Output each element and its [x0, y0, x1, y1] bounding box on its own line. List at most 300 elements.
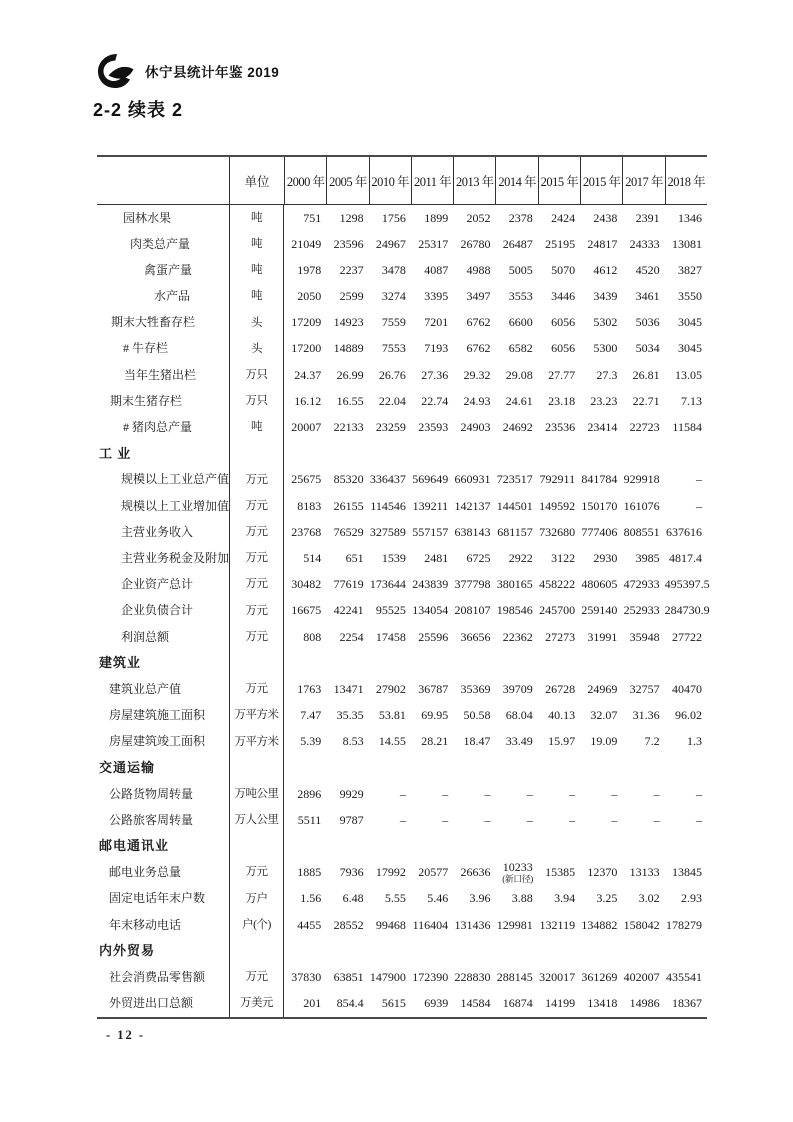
value-cell: –: [399, 812, 406, 827]
row-label: 规模以上工业总产值: [121, 472, 230, 487]
row-unit: 万元: [229, 493, 284, 519]
brand-bar: [95, 52, 279, 90]
value-cell: 792911: [539, 472, 576, 487]
table-row: [97, 676, 707, 702]
value-cell: 150170: [581, 498, 618, 513]
value-cell: 96.02: [674, 708, 702, 723]
value-cell: 23259: [375, 420, 406, 434]
value-cell: 5.39: [300, 734, 322, 749]
value-cell: 514: [303, 550, 322, 565]
table-row: [97, 467, 707, 493]
value-cell: 32.07: [590, 708, 618, 723]
value-cell: 3439: [593, 289, 618, 304]
value-cell: 23768: [291, 524, 322, 539]
value-cell: 1978: [297, 262, 322, 277]
value-cell: –: [484, 812, 491, 827]
value-cell: 8183: [297, 498, 322, 513]
value-cell: 808: [303, 629, 322, 644]
value-cell: 435541: [665, 969, 702, 984]
value-cell: 26780: [460, 236, 491, 251]
value-cell: 24.37: [294, 367, 322, 382]
row-unit: 万户: [229, 886, 284, 912]
row-label: 房屋建筑施工面积: [109, 708, 206, 723]
value-cell: 17992: [375, 865, 406, 880]
value-cell: 854.4: [336, 996, 364, 1011]
table-row: [97, 598, 710, 624]
value-cell: 22723: [629, 420, 660, 434]
value-cell: 651: [345, 550, 364, 565]
value-cell: 243839: [412, 577, 449, 592]
value-cell: 3.88: [511, 891, 533, 906]
value-cell: 20577: [418, 865, 449, 880]
value-cell: 929918: [623, 472, 660, 487]
table-row: [97, 964, 707, 990]
value-cell: 2599: [339, 289, 364, 304]
value-cell: 24967: [375, 236, 406, 251]
value-cell: 6939: [424, 996, 449, 1011]
value-cell: 23593: [418, 420, 449, 434]
unit-header: 单位: [229, 157, 284, 204]
value-cell: 13133: [629, 865, 660, 880]
row-unit: 万元: [229, 676, 284, 702]
value-cell: 29.32: [463, 367, 491, 382]
value-cell: 6056: [551, 341, 576, 356]
value-cell: –: [569, 786, 576, 801]
row-label: 社会消费品零售额: [109, 969, 206, 984]
row-unit: 吨: [229, 205, 284, 231]
value-cell: 16675: [291, 603, 322, 618]
value-cell: 2896: [297, 786, 322, 801]
value-cell: 29.08: [505, 367, 533, 382]
value-cell: 95525: [375, 603, 406, 618]
value-cell: 208107: [454, 603, 491, 618]
value-cell: 3395: [424, 289, 449, 304]
value-cell: 68.04: [505, 708, 533, 723]
row-unit: 吨: [229, 284, 284, 310]
value-cell: 13471: [333, 681, 364, 696]
value-cell: 3274: [381, 289, 406, 304]
value-cell: 25317: [418, 236, 449, 251]
value-cell: 7559: [381, 315, 406, 330]
value-cell: –: [484, 786, 491, 801]
row-unit: 吨: [229, 231, 284, 257]
year-header-9: 2018 年: [665, 157, 707, 204]
value-cell: 116404: [412, 917, 449, 932]
value-cell: 2424: [551, 210, 576, 225]
value-cell: 17200: [291, 341, 322, 356]
value-cell: 15.97: [548, 734, 576, 749]
section-row: [97, 650, 707, 676]
value-cell: 7936: [339, 865, 364, 880]
value-cell: 5300: [593, 341, 618, 356]
section-label: 交通运输: [99, 759, 156, 775]
value-cell: 4520: [635, 262, 660, 277]
value-cell: 5034: [635, 341, 660, 356]
value-cell: 26728: [545, 681, 576, 696]
value-cell: –: [526, 786, 533, 801]
row-unit: 万元: [229, 624, 284, 650]
value-cell: 2391: [635, 210, 660, 225]
value-cell: –: [611, 812, 618, 827]
value-cell: 2481: [424, 550, 449, 565]
value-cell: 841784: [581, 472, 618, 487]
value-cell: 259140: [581, 603, 618, 618]
value-cell: 6056: [551, 315, 576, 330]
table-row: [97, 493, 707, 519]
value-cell: 5070: [551, 262, 576, 277]
value-cell: 361269: [581, 969, 618, 984]
value-cell: 7201: [424, 315, 449, 330]
value-cell: 5302: [593, 315, 618, 330]
value-cell: 39709: [502, 681, 533, 696]
table-row: [97, 415, 707, 441]
value-cell: 2378: [508, 210, 533, 225]
row-label: 利润总额: [121, 629, 170, 644]
table-row: [97, 257, 707, 283]
table-row: [97, 729, 707, 755]
row-label: 园林水果: [123, 210, 172, 225]
value-cell: 13418: [587, 996, 618, 1011]
value-cell: 132119: [539, 917, 576, 932]
value-cell: 22133: [333, 420, 364, 434]
section-row: [97, 755, 707, 781]
value-cell: 16874: [502, 996, 533, 1011]
value-cell: 4817.4: [668, 550, 702, 565]
value-cell: 16.12: [294, 393, 322, 408]
table-row: [97, 388, 707, 414]
value-cell: 5.46: [427, 891, 449, 906]
yearbook-logo-icon: [95, 52, 135, 90]
section-label: 邮电通讯业: [99, 838, 170, 854]
value-cell: –: [399, 786, 406, 801]
value-cell: 26155: [333, 498, 364, 513]
section-row: [97, 938, 707, 964]
year-header-0: 2000 年: [284, 157, 326, 204]
value-cell: –: [611, 786, 618, 801]
value-cell: 3045: [677, 315, 702, 330]
year-header-3: 2011 年: [411, 157, 453, 204]
table-row: [97, 572, 710, 598]
value-cell: 1346: [677, 210, 702, 225]
value-cell: 4087: [424, 262, 449, 277]
value-cell: 6582: [508, 341, 533, 356]
value-cell: 3550: [677, 289, 702, 304]
value-cell: 327589: [369, 524, 406, 539]
value-cell: 3478: [381, 262, 406, 277]
value-cell: –: [695, 472, 702, 487]
row-label: 邮电业务总量: [109, 865, 182, 880]
value-cell: 31991: [587, 629, 618, 644]
value-cell: 336437: [369, 472, 406, 487]
table-row: [97, 624, 707, 650]
table-header-row: [97, 155, 707, 205]
section-label: 工 业: [99, 445, 132, 461]
row-unit: 万平方米: [229, 729, 284, 755]
row-label: 当年生猪出栏: [124, 367, 197, 382]
value-cell: 18.47: [463, 734, 491, 749]
value-cell: 24.61: [505, 393, 533, 408]
table-row: [97, 703, 707, 729]
section-row: [97, 441, 707, 467]
value-cell: 14923: [333, 315, 364, 330]
value-cell: 6725: [466, 550, 491, 565]
value-cell: 22.04: [378, 393, 406, 408]
value-cell: 6.48: [342, 891, 364, 906]
row-label: 期末大牲畜存栏: [111, 315, 196, 330]
table-row: [97, 781, 707, 807]
value-cell: 23.23: [590, 393, 618, 408]
value-cell: 14199: [545, 996, 576, 1011]
value-cell: 5615: [381, 996, 406, 1011]
value-cell: 472933: [623, 577, 660, 592]
row-unit: 万吨公里: [229, 781, 284, 807]
row-label: 企业资产总计: [121, 577, 194, 592]
value-cell: 6762: [466, 315, 491, 330]
value-cell: 3553: [508, 289, 533, 304]
value-cell: 3.25: [596, 891, 618, 906]
value-cell: 377798: [454, 577, 491, 592]
value-cell: 2050: [297, 289, 322, 304]
value-cell: 402007: [623, 969, 660, 984]
value-cell: 15385: [545, 865, 576, 880]
value-cell: –: [653, 812, 660, 827]
value-cell: 144501: [496, 498, 533, 513]
value-cell: 660931: [454, 472, 491, 487]
value-cell: 24903: [460, 420, 491, 434]
value-cell: 24.93: [463, 393, 491, 408]
row-label: 肉类总产量: [130, 236, 191, 251]
value-cell: 17458: [375, 629, 406, 644]
table-row: [97, 860, 707, 886]
row-unit: 万只: [229, 362, 284, 388]
value-cell: 22362: [502, 629, 533, 644]
table-body: [97, 205, 710, 1019]
value-cell: 26.99: [336, 367, 364, 382]
value-cell: –: [695, 786, 702, 801]
value-cell: 28552: [333, 917, 364, 932]
section-row: [97, 834, 707, 860]
value-cell: –: [442, 812, 449, 827]
row-unit: 头: [229, 310, 284, 336]
row-unit: 万元: [229, 545, 284, 571]
table-row: [97, 336, 707, 362]
value-cell: 751: [303, 210, 322, 225]
value-cell: 3446: [551, 289, 576, 304]
value-cell: 13.05: [674, 367, 702, 382]
value-cell: 288145: [496, 969, 533, 984]
value-cell: 173644: [369, 577, 406, 592]
row-label: 主营业务收入: [121, 524, 194, 539]
row-label: 主营业务税金及附加: [121, 550, 230, 565]
value-cell: 2438: [593, 210, 618, 225]
value-cell: 320017: [539, 969, 576, 984]
table-row: [97, 991, 707, 1017]
year-header-2: 2010 年: [369, 157, 411, 204]
value-cell: 36787: [418, 681, 449, 696]
value-cell: 14584: [460, 996, 491, 1011]
value-cell: 3827: [677, 262, 702, 277]
value-cell: 2254: [339, 629, 364, 644]
year-header-4: 2013 年: [453, 157, 495, 204]
value-cell: 161076: [623, 498, 660, 513]
value-cell: 7553: [381, 341, 406, 356]
value-cell: 69.95: [421, 708, 449, 723]
value-cell: 17209: [291, 315, 322, 330]
table-row: [97, 807, 707, 833]
value-cell: 14889: [333, 341, 364, 356]
value-cell: 25195: [545, 236, 576, 251]
value-cell: 77619: [333, 577, 364, 592]
table-row: [97, 545, 707, 571]
value-cell: 637616: [665, 524, 702, 539]
row-unit: 头: [229, 336, 284, 362]
row-label: # 猪肉总产量: [123, 420, 193, 434]
value-cell: 27902: [375, 681, 406, 696]
value-cell: 3461: [635, 289, 660, 304]
value-cell: 20007: [291, 420, 322, 434]
value-cell: 21049: [291, 236, 322, 251]
value-cell: 638143: [454, 524, 491, 539]
value-cell: 4988: [466, 262, 491, 277]
value-cell: 26.81: [632, 367, 660, 382]
value-cell: 723517: [496, 472, 533, 487]
value-cell: 25596: [418, 629, 449, 644]
stub-header: [97, 157, 229, 204]
value-cell: 495397.5: [664, 577, 710, 592]
value-cell: 35948: [629, 629, 660, 644]
row-label: 期末生猪存栏: [110, 393, 183, 408]
row-unit: [229, 650, 284, 676]
value-cell: 134882: [581, 917, 618, 932]
year-header-6: 2015 年: [538, 157, 580, 204]
row-label: 企业负债合计: [121, 603, 194, 618]
row-unit: 万元: [229, 572, 284, 598]
value-cell: 114546: [370, 498, 406, 513]
value-cell: –: [569, 812, 576, 827]
value-cell: 131436: [454, 917, 491, 932]
value-cell: 4455: [297, 917, 322, 932]
value-cell: 24333: [629, 236, 660, 251]
value-cell: 134054: [412, 603, 449, 618]
value-cell: 198546: [496, 603, 533, 618]
value-cell: 252933: [623, 603, 660, 618]
cell-note: (新口径): [502, 874, 533, 885]
value-cell: 3497: [466, 289, 491, 304]
value-cell: 99468: [375, 917, 406, 932]
value-cell: 9929: [339, 786, 364, 801]
row-unit: 吨: [229, 415, 284, 441]
value-cell: –: [526, 812, 533, 827]
value-cell: 228830: [454, 969, 491, 984]
table-row: [97, 205, 707, 231]
value-cell: 480605: [581, 577, 618, 592]
row-unit: [229, 938, 284, 964]
value-cell: 27722: [671, 629, 702, 644]
value-cell: 23414: [587, 420, 618, 434]
table-row: [97, 362, 707, 388]
value-cell: 139211: [412, 498, 449, 513]
value-cell: 178279: [665, 917, 702, 932]
value-cell: 3985: [635, 550, 660, 565]
value-cell: 245700: [539, 603, 576, 618]
value-cell: 23596: [333, 236, 364, 251]
value-cell: 9787: [339, 812, 364, 827]
row-unit: [229, 755, 284, 781]
value-cell: 14.55: [378, 734, 406, 749]
row-unit: [229, 834, 284, 860]
value-cell: 142137: [454, 498, 491, 513]
value-cell: 26.76: [378, 367, 406, 382]
table-row: [97, 231, 707, 257]
value-cell: 23536: [545, 420, 576, 434]
value-cell: 458222: [539, 577, 576, 592]
value-cell: 26636: [460, 865, 491, 880]
value-cell: 8.53: [342, 734, 364, 749]
value-cell: 129981: [496, 917, 533, 932]
value-cell: 33.49: [505, 734, 533, 749]
value-cell: 2052: [466, 210, 491, 225]
value-cell: 16.55: [336, 393, 364, 408]
value-cell: 27.36: [421, 367, 449, 382]
table-row: [97, 886, 707, 912]
value-cell: 50.58: [463, 708, 491, 723]
value-cell: 147900: [369, 969, 406, 984]
value-cell: 14986: [629, 996, 660, 1011]
value-cell: 85320: [333, 472, 364, 487]
section-label: 内外贸易: [99, 943, 156, 959]
value-cell: 30482: [291, 577, 322, 592]
value-cell: 53.81: [378, 708, 406, 723]
value-cell: 24817: [587, 236, 618, 251]
value-cell: 6600: [508, 315, 533, 330]
value-cell: –: [695, 498, 702, 513]
value-cell: 3.94: [554, 891, 576, 906]
row-unit: 万元: [229, 467, 284, 493]
row-unit: 万元: [229, 598, 284, 624]
value-cell: 22.71: [632, 393, 660, 408]
row-unit: 户(个): [229, 912, 284, 938]
value-cell: 569649: [412, 472, 449, 487]
brand-title: 休宁县统计年鉴 2019: [145, 65, 280, 80]
row-label: 年末移动电话: [109, 917, 182, 932]
value-cell: 18367: [671, 996, 702, 1011]
value-cell: 5005: [508, 262, 533, 277]
value-cell: 6762: [466, 341, 491, 356]
value-cell: –: [442, 786, 449, 801]
row-label: 建筑业总产值: [109, 681, 182, 696]
value-cell: 28.21: [421, 734, 449, 749]
row-unit: 万元: [229, 519, 284, 545]
row-label: 水产品: [154, 289, 191, 304]
value-cell: 11584: [672, 420, 702, 434]
row-unit: 万美元: [229, 991, 284, 1017]
row-unit: 万平方米: [229, 703, 284, 729]
value-cell: –: [653, 786, 660, 801]
value-cell: 13845: [671, 865, 702, 880]
value-cell: 19.09: [590, 734, 618, 749]
page-number: - 12 -: [106, 1028, 146, 1042]
value-cell: 1885: [297, 865, 322, 880]
value-cell: 172390: [412, 969, 449, 984]
table-row: [97, 310, 707, 336]
value-cell: 1.3: [686, 734, 702, 749]
value-cell: –: [695, 812, 702, 827]
value-cell: 2237: [339, 262, 364, 277]
value-cell: 31.36: [632, 708, 660, 723]
page-title: 2-2 续表 2: [93, 100, 184, 120]
value-cell: 7193: [424, 341, 449, 356]
value-cell: 158042: [623, 917, 660, 932]
